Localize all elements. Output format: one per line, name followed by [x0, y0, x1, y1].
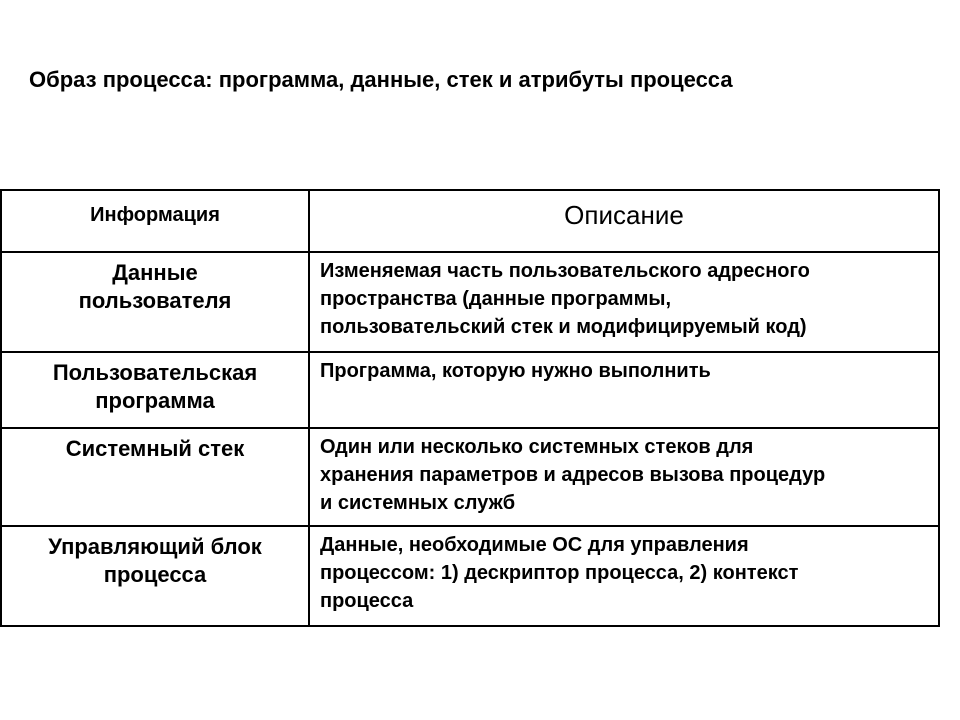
row-description-cell: Данные, необходимые ОС для управления процессом: 1) дескриптор процесса, 2) контекст процесса [309, 526, 939, 626]
row-info-cell: Данные пользователя [1, 252, 309, 352]
table-header-row [1, 190, 939, 252]
table-row [1, 526, 939, 626]
slide-title: Образ процесса: программа, данные, стек и атрибуты процесса [29, 67, 733, 92]
row-description-cell: Изменяемая часть пользовательского адресного пространства (данные программы, пользовательский стек и модифицируемый код) [309, 252, 939, 352]
row-info-cell: Пользовательская программа [1, 352, 309, 428]
header-info: Информация [1, 190, 309, 252]
table-row [1, 252, 939, 352]
process-image-table [0, 189, 940, 627]
row-info-cell: Управляющий блок процесса [1, 526, 309, 626]
header-description: Описание [309, 190, 939, 252]
row-info-cell: Системный стек [1, 428, 309, 526]
table-row [1, 352, 939, 428]
row-description-cell: Один или несколько системных стеков для хранения параметров и адресов вызова процедур и системных служб [309, 428, 939, 526]
table-row [1, 428, 939, 526]
row-description-cell: Программа, которую нужно выполнить [309, 352, 939, 428]
